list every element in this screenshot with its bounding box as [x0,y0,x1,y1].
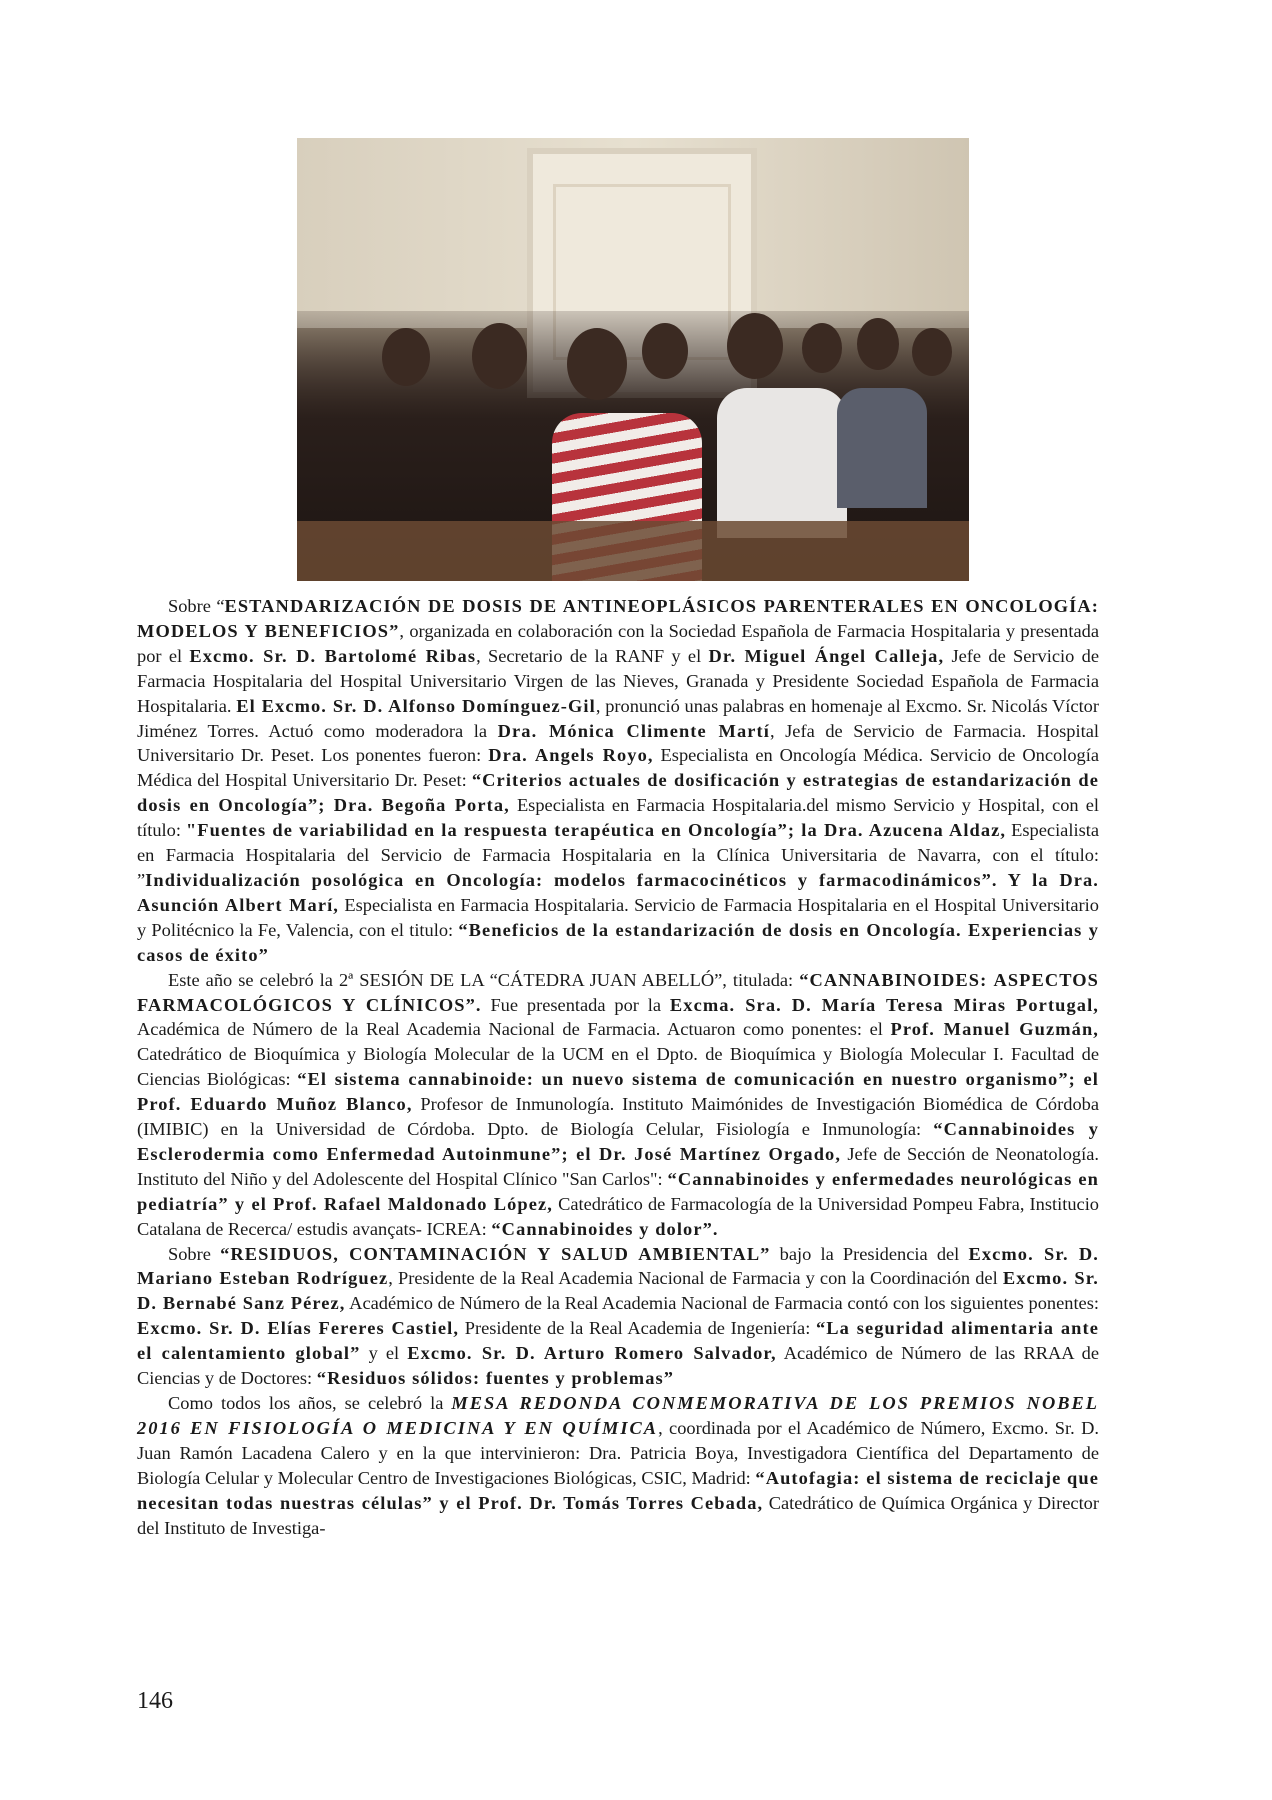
paragraph-text: Catedrático de Química Orgánica y Director del Instituto de Investiga- [137,1492,1099,1538]
paragraph [137,1391,1099,1540]
audience-photo [297,138,969,581]
paragraph-text: Sobre “ [168,596,225,616]
emphasis-text: Excmo. Sr. D. Elías Fereres Castiel, [137,1318,460,1339]
emphasis-text: “Cannabinoides y Esclerodermia como Enfermedad Autoinmune”; el Dr. José Martínez Orgado, [137,1119,1099,1164]
paragraph-text: Profesor de Inmunología. Instituto Maimónides de Investigación Biomédica de Córdoba (IMIBIC) en la Universidad de Córdoba. Dpto. de Biología Celular, Fisiología e Inmunología: [137,1094,1099,1140]
emphasis-text: “El sistema cannabinoide: un nuevo sistema de comunicación en nuestro organismo”; el Prof. Eduardo Muñoz Blanco, [137,1069,1099,1115]
paragraph-text: Jefe de Sección de Neonatología. Instituto del Niño y del Adolescente del Hospital Clínico "San Carlos": [137,1143,1099,1189]
paragraph-text: Académico de Número de las RRAA de Ciencias y de Doctores: [137,1343,1100,1389]
photo-bench [297,521,969,581]
emphasis-text: “Autofagia: el sistema de reciclaje que necesitan todas nuestras células” y el Prof. Dr. Tomás Torres Cebada, [137,1467,1099,1513]
photo-white-shirt [717,388,847,538]
paragraph-text: Académico de Número de la Real Academia Nacional de Farmacia contó con los siguientes ponentes: [345,1293,1099,1314]
emphasis-text: “Cannabinoides y dolor”. [491,1218,719,1239]
paragraph [137,594,1099,968]
emphasis-text: Dr. Miguel Ángel Calleja, [708,645,945,666]
paragraph-text: Catedrático de Bioquímica y Biología Molecular de la UCM en el Dpto. de Bioquímica y Biología Molecular I. Facultad de Ciencias Biológicas: [137,1044,1099,1090]
emphasis-text: “La seguridad alimentaria ante el calentamiento global” [137,1318,1099,1364]
paragraph-text: Académica de Número de la Real Academia Nacional de Farmacia. Actuaron como ponentes: el [137,1019,891,1040]
emphasis-text: “Beneficios de la estandarización de dosis en Oncología. Experiencias y casos de éxito” [137,919,1100,965]
paragraph-text: , organizada en colaboración con la Sociedad Española de Farmacia Hospitalaria y presentada por el [137,620,1099,666]
emphasis-text: El Excmo. Sr. D. Alfonso Domínguez-Gil [236,695,596,716]
paragraph-text: Este año se celebró la 2ª SESIÓN DE LA “CÁTEDRA JUAN ABELLÓ”, titulada: [168,969,800,990]
paragraph-text: Sobre [168,1243,221,1264]
paragraph-text: , Jefa de Servicio de Farmacia. Hospital Universitario Dr. Peset. Los ponentes fueron: [137,720,1099,766]
emphasis-text: ESTANDARIZACIÓN DE DOSIS DE ANTINEOPLÁSICOS PARENTERALES EN ONCOLOGÍA: MODELOS Y BENEFICIOS” [137,596,1099,641]
page-number: 146 [137,1688,173,1714]
paragraph-text: y el [360,1343,408,1364]
emphasis-text: Excmo. Sr. D. Bartolomé Ribas [189,645,477,666]
photo-gray-sweater [837,388,927,508]
paragraph-text: Especialista en Farmacia Hospitalaria.del mismo Servicio y Hospital, con el título: [137,795,1099,841]
emphasis-text: Individualización posológica en Oncología: modelos farmacocinéticos y farmacodinámicos”. Y la Dra. Asunción Albert Marí, [137,869,1099,915]
emphasis-text: Excmo. Sr. D. Mariano Esteban Rodríguez [137,1243,1099,1289]
emphasis-text: “RESIDUOS, CONTAMINACIÓN Y SALUD AMBIENTAL” [220,1243,771,1264]
paragraph-text: Especialista en Oncología Médica. Servicio de Oncología Médica del Hospital Universitario Dr. Peset: [137,745,1100,791]
emphasis-text: Excma. Sra. D. María Teresa Miras Portugal, [669,994,1099,1015]
emphasis-text: “Criterios actuales de dosificación y estrategias de estandarización de dosis en Oncología”; Dra. Begoña Porta, [137,770,1099,816]
emphasis-text: “Residuos sólidos: fuentes y problemas” [316,1368,675,1389]
emphasis-text: "Fuentes de variabilidad en la respuesta terapéutica en Oncología”; la Dra. Azucena Aldaz, [185,820,1007,841]
paragraph-text: , Secretario de la RANF y el [476,645,709,666]
emphasis-text: Dra. Mónica Climente Martí [497,720,770,741]
paragraph [137,968,1099,1242]
paragraph-text: Fue presentada por la [481,994,670,1015]
paragraph-text: , pronunció unas palabras en homenaje al Excmo. Sr. Nicolás Víctor Jiménez Torres. Actuó como moderadora la [137,695,1100,741]
emphasis-text: Excmo. Sr. D. Arturo Romero Salvador, [407,1343,777,1364]
paragraph-text: Jefe de Servicio de Farmacia Hospitalaria del Hospital Universitario Virgen de las Nieves, Granada y Presidente Sociedad Española de Farmacia Hospitalaria. [137,645,1099,716]
paragraph [137,1242,1099,1391]
emphasis-text: Prof. Manuel Guzmán, [890,1019,1099,1040]
paragraph-text: Catedrático de Farmacología de la Universidad Pompeu Fabra, Institucio Catalana de Recerca/ estudis avançats- ICREA: [137,1193,1100,1239]
paragraph-text: Como todos los años, se celebró la [168,1393,452,1413]
paragraph-text: Presidente de la Real Academia de Ingeniería: [459,1318,816,1339]
paragraph-text: bajo la Presidencia del [770,1243,969,1264]
emphasis-text: Excmo. Sr. D. Bernabé Sanz Pérez, [137,1268,1099,1314]
paragraph-text: , Presidente de la Real Academia Nacional de Farmacia y con la Coordinación del [388,1268,1003,1289]
paragraph-text: Especialista en Farmacia Hospitalaria. Servicio de Farmacia Hospitalaria en el Hospital Universitario y Politécnico la Fe, Valencia, con el titulo: [137,894,1099,940]
emphasis-text: MESA REDONDA CONMEMORATIVA DE LOS PREMIOS NOBEL 2016 EN FISIOLOGÍA O MEDICINA Y EN QUÍMICA [137,1393,1099,1438]
body-text [137,594,1099,1540]
paragraph-text: Especialista en Farmacia Hospitalaria del Servicio de Farmacia Hospitalaria en la Clínica Universitaria de Navarra, con el título: ” [137,820,1099,890]
emphasis-text: “CANNABINOIDES: ASPECTOS FARMACOLÓGICOS Y CLÍNICOS”. [137,969,1100,1015]
paragraph-text: , coordinada por el Académico de Número, Excmo. Sr. D. Juan Ramón Lacadena Calero y en la que intervinieron: Dra. Patricia Boya, Investigadora Científica del Departamento de Biología Celular y Molecular Centro de Investigaciones Biológicas, CSIC, Madrid: [137,1417,1099,1488]
emphasis-text: Dra. Angels Royo, [488,745,654,766]
emphasis-text: “Cannabinoides y enfermedades neurológicas en pediatría” y el Prof. Rafael Maldonado López, [137,1168,1099,1214]
